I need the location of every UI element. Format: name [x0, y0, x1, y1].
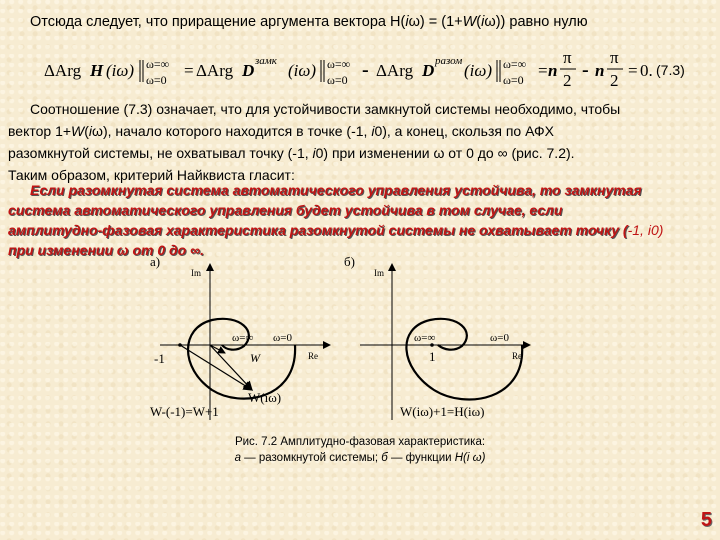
d-symbol-1: D [242, 61, 255, 80]
sup-closed: замк [255, 55, 277, 67]
para-line-1: Соотношение (7.3) означает, что для устойчивости замкнутой системы необходимо, чтобы [30, 101, 621, 117]
fig-a-re-label: Re [308, 351, 318, 361]
fig-b-w-zero: ω=0 [490, 332, 509, 344]
i-omega-3: (iω) [464, 61, 493, 80]
i-omega-2: (iω) [288, 61, 317, 80]
fig-b-bottom-label: W(iω)+1=H(iω) [400, 404, 485, 419]
formula-7-3 [44, 46, 684, 94]
minus-2: - [582, 59, 589, 81]
fig-b-label: б) [344, 254, 355, 269]
equals-2: = [538, 61, 548, 80]
para-line-3: разомкнутой системы, не охватывал точку (-1, i0) при изменении ω от 0 до ∞ (рис. 7.2). [8, 145, 575, 161]
limit-upper-3: ω=∞ [503, 57, 527, 71]
figure-caption [190, 434, 530, 466]
fig-b-re-label: Re [512, 351, 522, 361]
para-line-2: вектор 1+W(iω), начало которого находится в точке (-1, i0), а конец, скользя по АФХ [8, 123, 554, 139]
equals-3: = [628, 61, 638, 80]
i-omega-1: (iω) [106, 61, 135, 80]
h-symbol: H [90, 61, 104, 80]
n-symbol-1: n [548, 61, 558, 80]
two-2: 2 [610, 71, 619, 90]
figure-a [140, 250, 340, 430]
crit-line-2: система автоматического управления будет устойчива в том случае, если [8, 202, 563, 218]
sup-open: разом [435, 55, 463, 67]
pi-1: π [563, 48, 572, 67]
zero: 0. [640, 61, 653, 80]
equals-1: = [184, 61, 194, 80]
limit-upper-1: ω=∞ [146, 57, 170, 71]
explanation-paragraph [8, 98, 714, 186]
delta-arg-d-1: ΔArg [196, 61, 234, 80]
delta-arg-h: ΔArg [44, 61, 82, 80]
d-symbol-2: D [422, 61, 435, 80]
fig-b-w-inf: ω=∞ [414, 332, 436, 344]
figure-b [340, 250, 540, 430]
fig-a-im-label: Im [191, 268, 201, 278]
two-1: 2 [563, 71, 572, 90]
limit-upper-2: ω=∞ [327, 57, 351, 71]
limit-lower-1: ω=0 [146, 73, 167, 87]
equation-number: (7.3) [656, 62, 685, 78]
minus-1: - [362, 59, 369, 81]
crit-line-3: амплитудно-фазовая характеристика разомкнутой системы не охватывает точку (-1, i0) [8, 222, 664, 238]
limit-lower-3: ω=0 [503, 73, 524, 87]
crit-line-1: Если разомкнутая система автоматического управления устойчива, то замкнутая [30, 182, 642, 198]
fig-a-label: а) [150, 254, 161, 269]
fig-b-one: 1 [429, 349, 436, 364]
fig-a-wiw: W(iω) [248, 390, 282, 405]
limit-lower-2: ω=0 [327, 73, 348, 87]
delta-arg-d-2: ΔArg [376, 61, 414, 80]
fig-a-afh-curve [188, 319, 295, 399]
nyquist-criterion [8, 180, 714, 260]
page-number: 5 [700, 509, 712, 531]
para-line-4: Таким образом, критерий Найквиста гласит: [8, 167, 295, 183]
intro-line: Отсюда следует, что приращение аргумента вектора H(iω) = (1+W(iω)) равно нулю [30, 14, 588, 30]
crit-line-4: при изменении ω от 0 до ∞. [8, 242, 204, 258]
fig-a-minus-one: -1 [154, 351, 165, 366]
caption-line-2: а — разомкнутой системы; б — функции H(i ω) [234, 452, 486, 464]
caption-line-1: Рис. 7.2 Амплитудно-фазовая характеристика: [234, 436, 486, 448]
fig-a-w-inf: ω=∞ [232, 332, 254, 344]
fig-b-im-label: Im [374, 268, 384, 278]
n-symbol-2: n [595, 61, 605, 80]
fig-b-afh-curve [406, 319, 522, 400]
fig-a-bottom-label: W-(-1)=W+1 [150, 404, 219, 419]
fig-a-w: W [250, 351, 260, 365]
pi-2: π [610, 48, 619, 67]
fig-a-w-zero: ω=0 [273, 332, 292, 344]
